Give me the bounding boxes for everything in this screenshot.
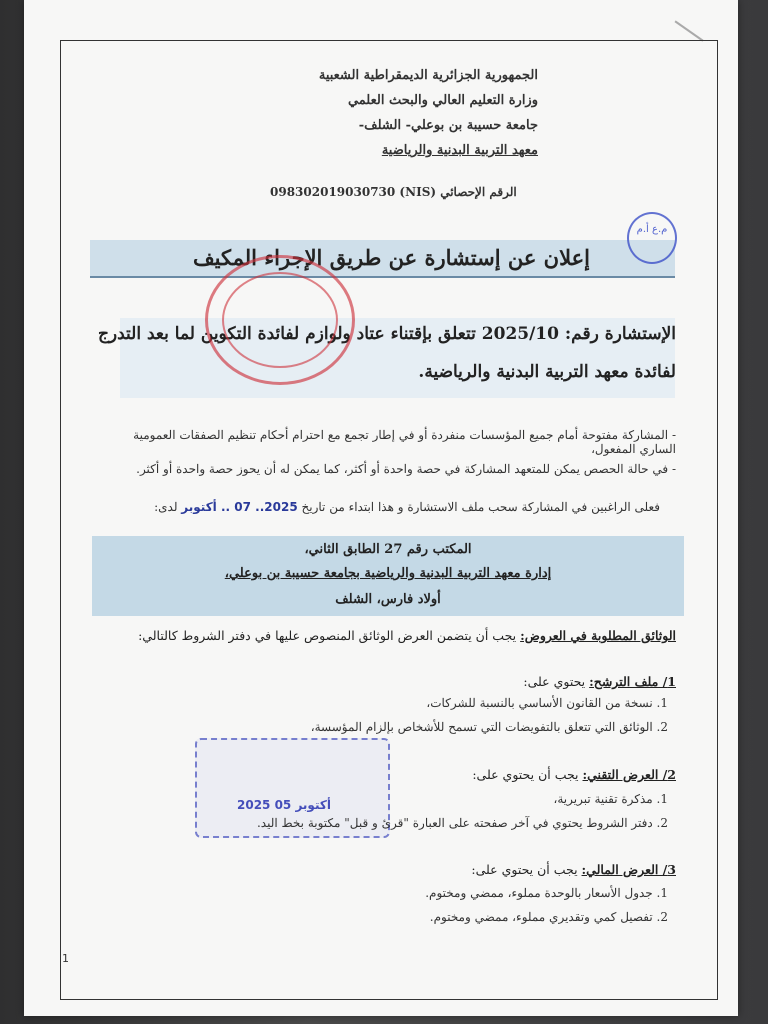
bullet-lots: - في حالة الحصص يمكن للمتعهد المشاركة في حصة واحدة أو أكثر، كما يمكن له أن يحوز حصة واحدة أو أكثر. bbox=[136, 462, 676, 476]
section-technical-text: يجب أن يحتوي على: bbox=[472, 767, 579, 782]
page-border bbox=[60, 40, 718, 1000]
address-office: المكتب رقم 27 الطابق الثاني، bbox=[304, 542, 472, 557]
required-docs-heading bbox=[138, 628, 676, 643]
withdraw-suffix: لدى: bbox=[154, 500, 178, 514]
list-item: 2. الوثائق التي تتعلق بالتفويضات التي تسمح للأشخاص بإلزام المؤسسة، bbox=[310, 720, 668, 734]
official-seal-icon bbox=[205, 255, 355, 385]
list-item: 1. مذكرة تقنية تبريرية، bbox=[553, 792, 668, 806]
consultation-line2: لفائدة معهد التربية البدنية والرياضية. bbox=[418, 362, 676, 382]
required-docs-text: يجب أن يتضمن العرض الوثائق المنصوص عليها في دفتر الشروط كالتالي: bbox=[138, 628, 517, 643]
list-item: 2. دفتر الشروط يحتوي في آخر صفحته على العبارة "قرئ و قبل" مكتوبة بخط اليد. bbox=[256, 816, 668, 830]
required-docs-label: الوثائق المطلوبة في العروض: bbox=[520, 628, 676, 643]
section-candidature bbox=[523, 674, 676, 689]
header-republic: الجمهورية الجزائرية الديمقراطية الشعبية bbox=[318, 68, 538, 83]
list-item: 1. نسخة من القانون الأساسي بالنسبة للشركات، bbox=[426, 696, 668, 710]
page-number: 1 bbox=[62, 952, 69, 965]
round-stamp-text: م.ع أ.م bbox=[636, 224, 668, 235]
withdraw-date: 2025.. 07 .. أكتوبر bbox=[181, 500, 298, 514]
address-administration: إدارة معهد التربية البدنية والرياضية بجامعة حسيبة بن بوعلي، bbox=[224, 566, 552, 581]
header-institute: معهد التربية البدنية والرياضية bbox=[381, 143, 538, 158]
section-financial-label: 3/ العرض المالي: bbox=[581, 862, 676, 877]
consultation-line1: الإستشارة رقم: 2025/10 تتعلق بإقتناء عتاد ولوازم لفائدة التكوين لما بعد التدرج bbox=[97, 324, 676, 344]
section-technical bbox=[472, 767, 676, 782]
header-university: جامعة حسيبة بن بوعلي- الشلف- bbox=[358, 118, 538, 133]
withdraw-text: فعلى الراغبين في المشاركة سحب ملف الاستشارة و هذا ابتداء من تاريخ bbox=[301, 500, 660, 514]
reception-stamp-date: 2025 أكتوبر 05 bbox=[237, 798, 331, 812]
list-item: 1. جدول الأسعار بالوحدة مملوء، ممضي ومختوم. bbox=[425, 886, 668, 900]
bullet-participation: - المشاركة مفتوحة أمام جميع المؤسسات منفردة أو في إطار تجمع مع احترام أحكام تنظيم الصفقات العمومية الساري المفعول، bbox=[133, 428, 676, 456]
announcement-title: إعلان عن إستشارة عن طريق الإجراء المكيف bbox=[192, 245, 590, 270]
address-city: أولاد فارس، الشلف bbox=[335, 592, 441, 607]
section-financial-text: يجب أن يحتوي على: bbox=[471, 862, 578, 877]
round-stamp bbox=[627, 212, 677, 264]
nis-number: الرقم الإحصائي (NIS) 098302019030730 bbox=[270, 185, 517, 199]
section-candidature-text: يحتوي على: bbox=[523, 674, 586, 689]
list-item: 2. تفصيل كمي وتقديري مملوء، ممضي ومختوم. bbox=[429, 910, 668, 924]
withdraw-line bbox=[80, 500, 660, 514]
section-technical-label: 2/ العرض التقني: bbox=[582, 767, 676, 782]
section-financial bbox=[471, 862, 676, 877]
section-candidature-label: 1/ ملف الترشح: bbox=[589, 674, 676, 689]
header-ministry: وزارة التعليم العالي والبحث العلمي bbox=[347, 93, 538, 108]
